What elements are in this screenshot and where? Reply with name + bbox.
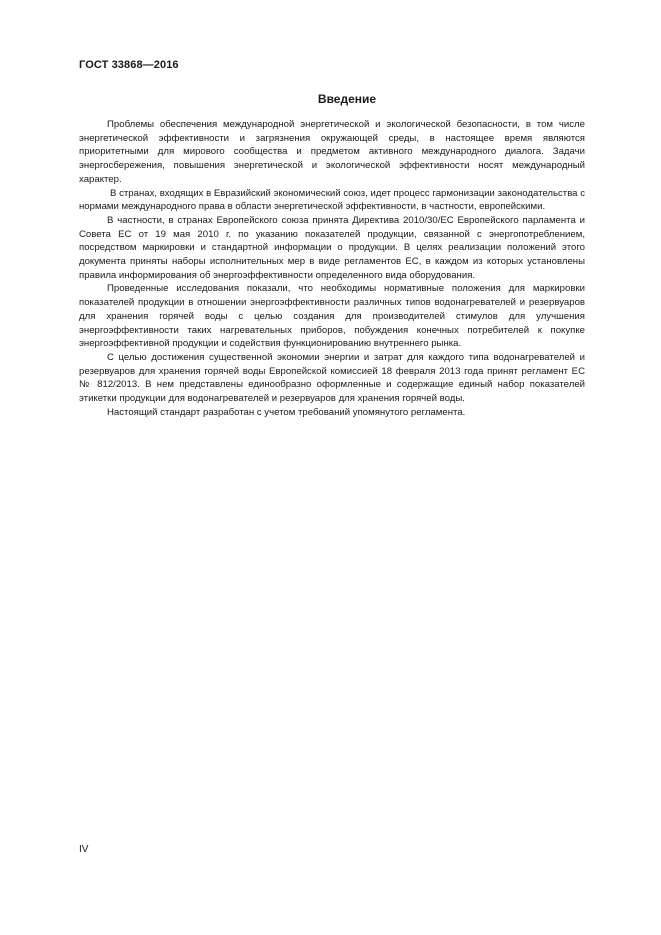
document-body bbox=[79, 118, 585, 419]
paragraph: Проблемы обеспечения международной энергетической и экологической безопасности, в том числе энергетической эффективности и загрязнения окружающей среды, в настоящее время являются приоритетными для мирового сообщества и предметом активного международного диалога. Задачи энергосбережения, повышения энергетической и экологической эффективности носят международный характер. bbox=[79, 119, 585, 185]
paragraph: Настоящий стандарт разработан с учетом требований упомянутого регламента. bbox=[107, 406, 466, 418]
paragraph: В частности, в странах Европейского союза принята Директива 2010/30/ЕС Европейского парламента и Совета ЕС от 19 мая 2010 г. по указанию показателей продукции, связанной с энергопотреблением, посредством маркировки и стандартной информации о продукции. В целях реализации положений этого документа приняты наборы исполнительных мер в виде регламентов ЕС, в каждом из которых установлены правила информирования об энергоэффективности определенного вида оборудования. bbox=[79, 214, 585, 281]
page-number: IV bbox=[79, 844, 89, 855]
paragraph: С целью достижения существенной экономии энергии и затрат для каждого типа водонагревателей и резервуаров для хранения горячей воды Европейской комиссией 18 февраля 2013 года принят регламент ЕС № 812/2013. В нем представлены единообразно оформленные и содержащие единый набор показателей этикетки продукции для водонагревателей и резервуаров для хранения горячей воды. bbox=[79, 351, 585, 405]
standard-code: ГОСТ 33868—2016 bbox=[79, 59, 179, 71]
section-title: Введение bbox=[317, 92, 377, 106]
paragraph: Проведенные исследования показали, что необходимы нормативные положения для маркировки показателей продукции в отношении энергоэффективности различных типов водонагревателей и резервуаров для хранения горячей воды с целью создания для производителей стимулов для улучшения энергоэффективности таких нагревательных приборов, побуждения конечных потребителей к покупке энергоэффективной продукции и содействия функционированию внутреннего рынка. bbox=[79, 283, 585, 350]
paragraph: В странах, входящих в Евразийский экономический союз, идет процесс гармонизации законодательства с нормами международного права в области энергетической эффективности, в частности, европейскими. bbox=[79, 187, 585, 213]
